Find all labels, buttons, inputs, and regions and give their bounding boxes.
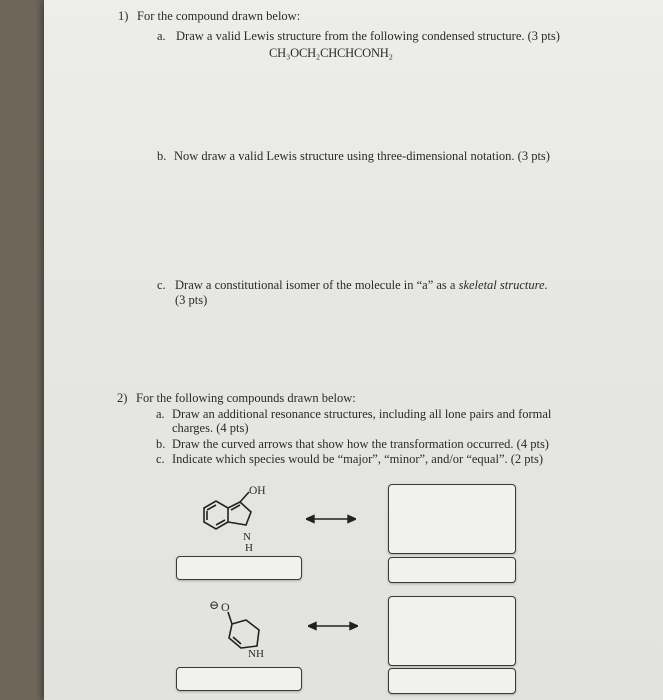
resonance-arrow-icon bbox=[306, 513, 356, 525]
q1c-letter: c. bbox=[157, 278, 166, 292]
worksheet-page bbox=[44, 0, 663, 700]
q1c-text-main: Draw a constitutional isomer of the molecule in “a” as a bbox=[175, 278, 459, 292]
q2-prompt: For the following compounds drawn below: bbox=[136, 391, 356, 405]
resonance-arrow-icon bbox=[308, 620, 358, 632]
q2a-text-line2: charges. (4 pts) bbox=[172, 421, 249, 435]
molecule1-oh-label: OH bbox=[249, 485, 266, 497]
molecule2-charge-symbol: ⊖ bbox=[209, 598, 220, 612]
q1c-points: (3 pts) bbox=[175, 293, 208, 307]
q2a-text-line1: Draw an additional resonance structures, including all lone pairs and formal bbox=[172, 407, 552, 421]
molecule1-n-label: N bbox=[243, 531, 251, 543]
q1a-text: Draw a valid Lewis structure from the following condensed structure. (3 pts) bbox=[176, 29, 560, 43]
label-box-molecule-2[interactable] bbox=[176, 667, 302, 691]
answer-box-resonance-2[interactable] bbox=[388, 596, 516, 666]
q1b-letter: b. bbox=[157, 149, 167, 163]
q2b-text: Draw the curved arrows that show how the transformation occurred. (4 pts) bbox=[172, 437, 549, 451]
label-box-resonance-2[interactable] bbox=[388, 668, 516, 694]
molecule1-h-label: H bbox=[245, 542, 253, 554]
molecule2-nh-label: NH bbox=[248, 648, 264, 660]
q1a-condensed-formula: CH₃OCH₂CHCHCONH₂ bbox=[269, 46, 393, 60]
q2a-letter: a. bbox=[156, 407, 165, 421]
answer-box-resonance-1[interactable] bbox=[388, 484, 516, 554]
q1c-text bbox=[175, 278, 548, 292]
molecule1-structure bbox=[194, 478, 284, 558]
q2c-letter: c. bbox=[156, 452, 165, 466]
molecule2-o-label: O bbox=[221, 600, 230, 614]
q1-prompt: For the compound drawn below: bbox=[137, 9, 301, 23]
label-box-molecule-1[interactable] bbox=[176, 556, 302, 580]
q2b-letter: b. bbox=[156, 437, 166, 451]
q1b-text: Now draw a valid Lewis structure using three-dimensional notation. (3 pts) bbox=[174, 149, 550, 163]
label-box-resonance-1[interactable] bbox=[388, 557, 516, 583]
q2c-text: Indicate which species would be “major”, “minor”, and/or “equal”. (2 pts) bbox=[172, 452, 544, 466]
q1a-letter: a. bbox=[157, 29, 166, 43]
q2-number: 2) bbox=[117, 391, 128, 405]
q1c-text-emphasis: skeletal structure. bbox=[458, 278, 548, 292]
q1-number: 1) bbox=[118, 9, 129, 23]
